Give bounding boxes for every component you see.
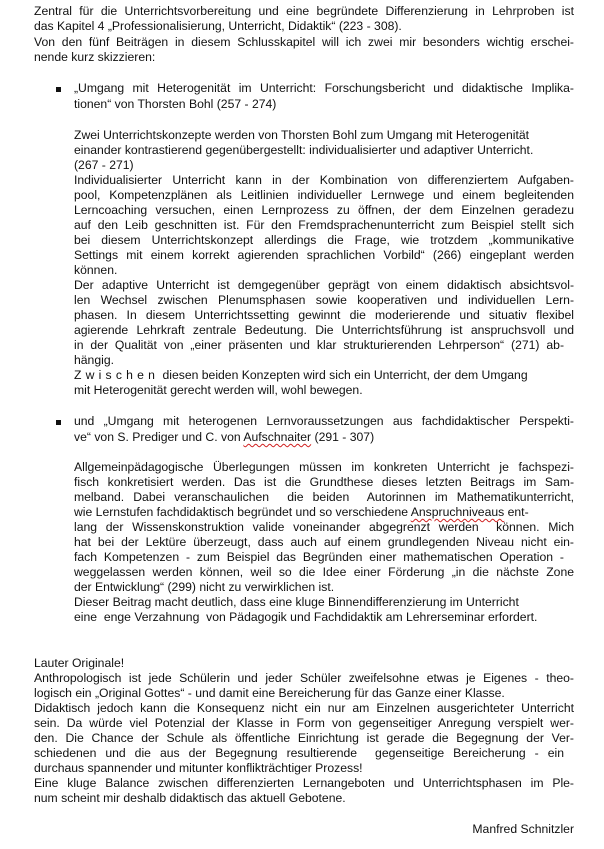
- item1-body-line-9: Settings mit einem korrekt agierenden sprachlichen Vorbild“ (266) eingeplant werden: [74, 248, 574, 262]
- item2-body-line-7: fach Kompetenzen - zum Beispiel das Begründen einer mathematischen Operation -: [74, 550, 564, 564]
- intro-line-3: Von den fünf Beiträgen in diesem Schlusskapitel will ich zwei mir besonders wichtig erschei-: [34, 35, 574, 49]
- closing-line-1: Anthropologisch ist jede Schülerin und jeder Schüler zweifelsohne etwas je Eigenes - theo-: [34, 671, 574, 685]
- item1-body-line-13: phasen. In diesem Unterrichtssetting gewinnt die moderierende und situativ flexibel: [74, 308, 574, 322]
- item1-body-line-6: Lerncoaching versuchen, einen Lernprozess zu öffnen, der dem Einzelnen geradezu: [74, 203, 574, 217]
- closing-line-2: logisch ein „Original Gottes“ - und damit eine Bereicherung für das Ganze einer Klasse.: [34, 686, 505, 700]
- intro-line-4: nende kurz skizzieren:: [34, 50, 156, 64]
- item2-body-line-4: [74, 505, 529, 521]
- item2-line4-misspelled: Anspruchniveaus: [410, 505, 505, 519]
- item2-title-line-1: und „Umgang mit heterogenen Lernvoraussetzungen aus fachdidaktischer Perspekti-: [74, 414, 574, 428]
- bullet-icon: [56, 420, 61, 425]
- closing-line-4: sein. Da würde viel Potenzial der Klasse in Form von gegenseitiger Anregung verspielt wer-: [34, 716, 574, 730]
- closing-line-7: durchaus spannender und mitunter konflikträchtiger Prozess!: [34, 761, 363, 775]
- item1-body-line-8: bei diesem Unterrichtskonzept allerdings die Frage, wie trotzdem „kommunikative: [74, 233, 574, 247]
- item1-body-line-15: in der Qualität von „einer präsenten und klar strukturierenden Lehrperson“ (271) ab-: [74, 338, 564, 352]
- item1-body-line-1: Zwei Unterrichtskonzepte werden von Thorsten Bohl zum Umgang mit Heterogenität: [74, 128, 529, 142]
- item1-conclusion-line-2: mit Heterogenität gerecht werden will, wohl bewegen.: [74, 383, 363, 397]
- item2-body-line-6: hat bei der Lektüre überzeugt, dass auch auf einem grundlegenden Niveau nicht ein-: [74, 535, 574, 549]
- closing-line-3: Didaktisch jedoch kann die Konsequenz nicht ein nur am Einzelnen ausgerichteter Unterricht: [34, 701, 574, 715]
- item1-title-line-2: tionen“ von Thorsten Bohl (257 - 274): [74, 97, 277, 111]
- closing-line-6: schiedenen und die aus der Begegnung resultierende gegenseitige Bereicherung - ein: [34, 746, 564, 760]
- item2-body-line-9: der Entwicklung“ (299) nicht zu verwirklichen ist.: [74, 580, 335, 594]
- item1-title-line-1: „Umgang mit Heterogenität im Unterricht: Forschungsbericht und didaktische Implika-: [74, 81, 574, 95]
- item2-body-line-8: weggelassen werden können, weil so die Idee einer Förderung „in die nächste Zone: [74, 565, 574, 579]
- item2-body-line-5: lang der Wissenskonstruktion valide voneinander abgegrenzt werden können. Mich: [74, 520, 574, 534]
- item2-title-name-misspelled: Aufschnaiter: [243, 430, 312, 444]
- item2-line4-part-a: wie Lernstufen fachdidaktisch begründet und so verschiedene: [74, 505, 411, 519]
- item2-title-part-c: (291 - 307): [311, 430, 375, 444]
- bullet-icon: [56, 87, 61, 92]
- closing-line-5: den. Die Chance der Schule als öffentliche Einrichtung ist gerade die Begegnung der Ver-: [34, 731, 574, 745]
- item2-body-line-3: melband. Dabei veranschaulichen die beiden Autorinnen im Mathematikunterricht,: [74, 490, 574, 504]
- item2-body-line-2: fisch konkretisiert werden. Das ist die Grundthese dieses letzten Beitrags im Sam-: [74, 475, 574, 489]
- item1-body-line-7: auf den Leib geschnitten ist. Für den Fremdsprachenunterricht zum Beispiel stellt sich: [74, 218, 574, 232]
- item1-conclusion-rest: diesen beiden Konzepten wird sich ein Unterricht, der dem Umgang: [159, 368, 528, 382]
- item1-body-line-2: einander kontrastierend gegenübergestellt: individualisierter und adaptiver Unterricht.: [74, 143, 534, 157]
- closing-line-8: Eine kluge Balance zwischen differenzierten Lernangeboten und Unterrichtsphasen im Ple-: [34, 776, 574, 790]
- spaced-word: Zwischen: [74, 368, 160, 382]
- item2-title-part-a: ve“ von S. Prediger und C. von: [74, 430, 244, 444]
- item1-body-line-12: len Wechsel zwischen Plenumsphasen sowie kooperativen und individuellen Lern-: [74, 293, 574, 307]
- item1-body-line-4: Individualisierter Unterricht kann in der Kombination von differenziertem Aufgaben-: [74, 173, 574, 187]
- closing-line-9: num scheint mir deshalb didaktisch das aktuell Gebotene.: [34, 791, 346, 805]
- item1-body-line-5: pool, Kompetenzplänen als Leitlinien individueller Lernwege und einem begleitenden: [74, 188, 574, 202]
- item1-body-line-10: können.: [74, 263, 118, 277]
- item2-line4-part-c: ent-: [504, 505, 529, 519]
- item1-conclusion-line-1: [74, 368, 528, 384]
- intro-line-2: das Kapitel 4 „Professionalisierung, Unterricht, Didaktik“ (223 - 308).: [34, 19, 402, 33]
- item1-body-line-16: hängig.: [74, 353, 114, 367]
- item2-body-line-11: eine enge Verzahnung von Pädagogik und Fachdidaktik am Lehrerseminar erfordert.: [74, 610, 538, 624]
- item1-body-line-14: agierende Lehrkraft zentrale Bedeutung. Die Unterrichtsführung ist anspruchsvoll und: [74, 323, 574, 337]
- item1-body-line-11: Der adaptive Unterricht ist demgegenüber geprägt von einem didaktisch absichtsvol-: [74, 278, 574, 292]
- intro-line-1: Zentral für die Unterrichtsvorbereitung und eine begründete Differenzierung in Lehrproben ist: [34, 4, 574, 18]
- author-signature: Manfred Schnitzler: [472, 822, 574, 836]
- item1-body-line-3: (267 - 271): [74, 158, 134, 172]
- item2-title-line-2: [74, 430, 374, 446]
- item2-body-line-1: Allgemeinpädagogische Überlegungen müssen im konkreten Unterricht je fachspezi-: [74, 460, 574, 474]
- item2-body-line-10: Dieser Beitrag macht deutlich, dass eine kluge Binnendifferenzierung im Unterricht: [74, 595, 519, 609]
- closing-heading: Lauter Originale!: [34, 656, 125, 670]
